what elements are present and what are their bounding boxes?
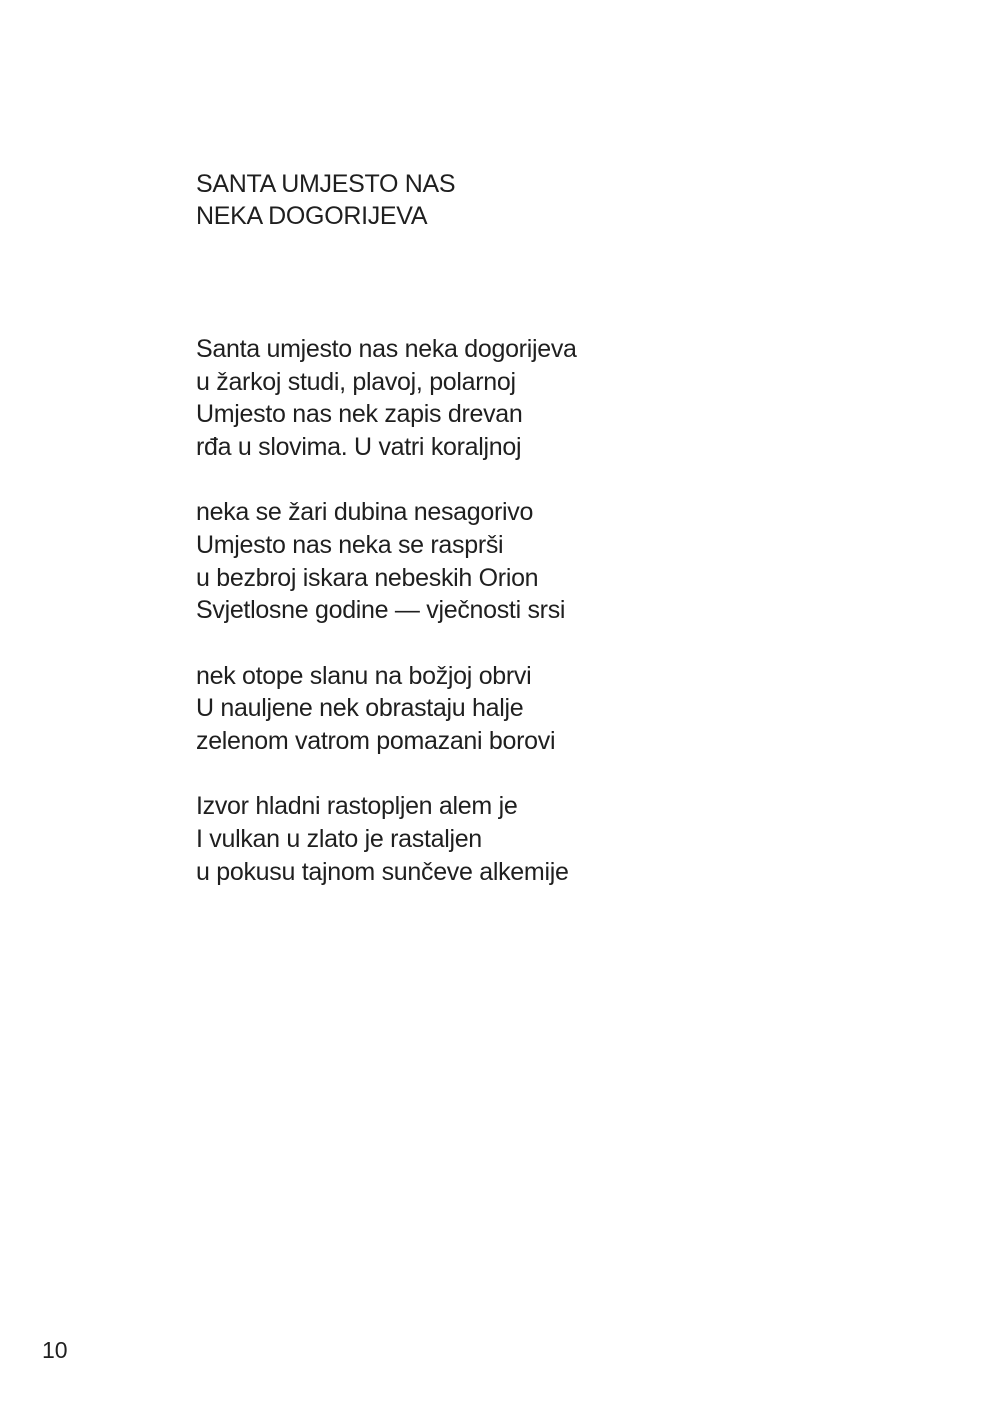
poem-title	[196, 168, 455, 232]
stanza-3	[196, 660, 577, 758]
stanza-4	[196, 790, 577, 888]
poem-title-line-2: NEKA DOGORIJEVA	[196, 202, 428, 230]
verse-line: u žarkoj studi, plavoj, polarnoj	[196, 367, 516, 396]
verse-line: Umjesto nas neka se rasprši	[196, 531, 504, 560]
verse-line: u bezbroj iskara nebeskih Orion	[196, 563, 539, 592]
verse-line: rđa u slovima. U vatri koraljnoj	[196, 433, 522, 462]
poem-title-line-1: SANTA UMJESTO NAS	[196, 170, 456, 198]
page-number: 10	[42, 1337, 68, 1363]
stanza-1	[196, 333, 577, 464]
verse-line: Santa umjesto nas neka dogorijeva	[196, 335, 577, 363]
stanza-2	[196, 496, 577, 627]
verse-line: Svjetlosne godine — vječnosti srsi	[196, 596, 566, 625]
verse-line: nek otope slanu na božjoj obrvi	[196, 661, 532, 690]
poem-body	[196, 333, 577, 921]
verse-line: Izvor hladni rastopljen alem je	[196, 792, 518, 821]
verse-line: u pokusu tajnom sunčeve alkemije	[196, 857, 569, 886]
verse-line: I vulkan u zlato je rastaljen	[196, 824, 482, 853]
verse-line: U nauljene nek obrastaju halje	[196, 694, 524, 723]
verse-line: Umjesto nas nek zapis drevan	[196, 400, 523, 429]
verse-line: neka se žari dubina nesagorivo	[196, 498, 534, 527]
verse-line: zelenom vatrom pomazani borovi	[196, 727, 556, 756]
